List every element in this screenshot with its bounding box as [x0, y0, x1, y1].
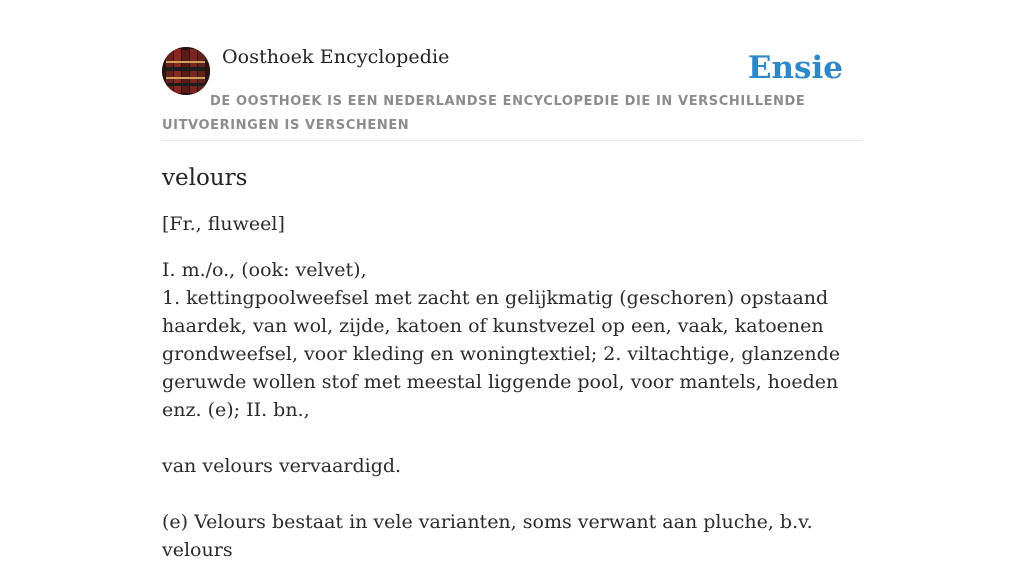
site-tagline: DE OOSTHOEK IS EEN NEDERLANDSE ENCYCLOPEDIE DIE IN VERSCHILLENDE UITVOERINGEN IS VERSCHENEN — [162, 94, 806, 133]
entry-line: I. m./o., (ook: velvet), — [162, 259, 367, 281]
entry-body — [162, 256, 862, 564]
entry-line: (e) Velours bestaat in vele varianten, soms verwant aan pluche, b.v. velours — [162, 511, 813, 561]
site-name[interactable]: Oosthoek Encyclopedie — [222, 46, 450, 68]
encyclopedia-books-icon — [162, 47, 210, 95]
entry-line: 1. kettingpoolweefsel met zacht en gelijkmatig (geschoren) opstaand haardek, van wol, zijde, katoen of kunstvezel op een, vaak, katoenen grondweefsel, voor kleding en woningtextiel; 2. viltachtige, glanzende geruwde wollen stof met meestal liggende pool, voor mantels, hoeden enz. (e); II. bn., — [162, 287, 841, 421]
brand-logo[interactable]: Ensie — [747, 50, 843, 86]
entry-etymology: [Fr., fluweel] — [162, 213, 285, 235]
entry-line: van velours vervaardigd. — [162, 455, 402, 477]
entry-title: velours — [162, 165, 248, 191]
site-header — [162, 46, 862, 141]
entry-content — [162, 160, 862, 564]
site-avatar[interactable] — [162, 47, 210, 95]
